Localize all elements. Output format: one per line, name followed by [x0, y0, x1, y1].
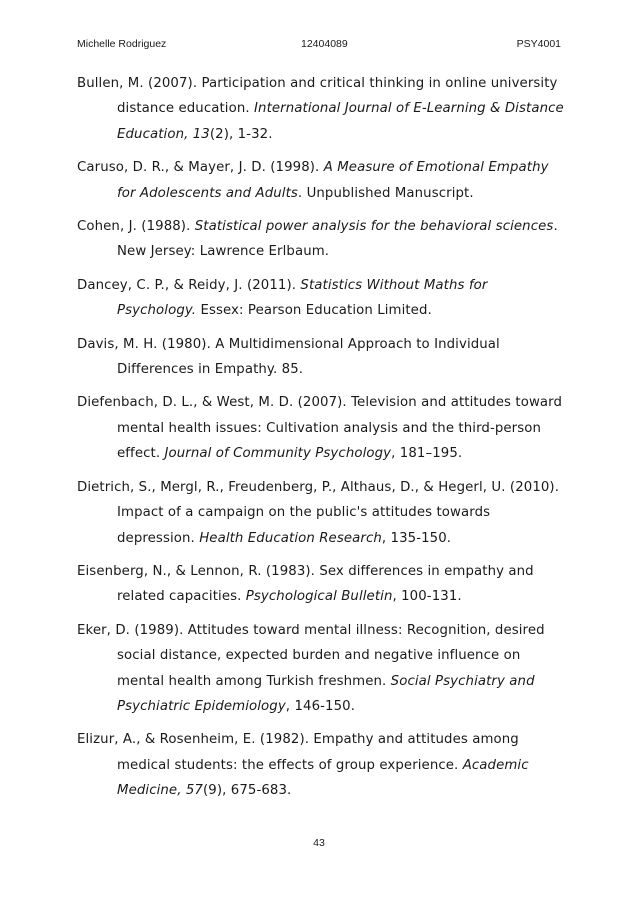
page-header: [77, 38, 561, 54]
reference-entry: [77, 214, 567, 265]
reference-italic-title: Health Education Research: [199, 530, 382, 546]
reference-italic-title: Academic Medicine, 57: [117, 757, 529, 799]
reference-text-end: , 100-131.: [392, 589, 462, 605]
reference-entry: [77, 559, 567, 610]
reference-text-end: . New Jersey: Lawrence Erlbaum.: [117, 219, 558, 260]
reference-text: Eisenberg, N., & Lennon, R. (1983). Sex differences in empathy and related capacities.: [77, 563, 534, 605]
reference-entry: [77, 332, 567, 383]
reference-text: Cohen, J. (1988).: [77, 219, 195, 235]
reference-italic-title: Statistical power analysis for the behavioral sciences: [194, 219, 554, 235]
reference-text-end: , 146-150.: [285, 698, 356, 714]
reference-text-end: , 135-150.: [381, 530, 452, 546]
reference-entry: [77, 475, 567, 551]
reference-text-end: (9), 675-683.: [202, 783, 292, 799]
header-course: PSY4001: [516, 38, 561, 50]
reference-text: Eker, D. (1989). Attitudes toward mental illness: Recognition, desired social distance, expected burden and negative influence on mental health among Turkish freshmen.: [77, 622, 545, 689]
page-number: 43: [313, 837, 325, 849]
reference-italic-title: International Journal of E-Learning & Distance Education, 13: [117, 101, 564, 142]
reference-text: Bullen, M. (2007). Participation and critical thinking in online university distance education.: [77, 76, 558, 117]
reference-entry: [77, 155, 567, 206]
header-student-id: 12404089: [301, 38, 348, 50]
reference-text: Dietrich, S., Mergl, R., Freudenberg, P., Althaus, D., & Hegerl, U. (2010). Impact of a campaign on the public's attitudes towards depression.: [77, 479, 560, 546]
reference-text-end: Essex: Pearson Education Limited.: [196, 303, 432, 319]
reference-entry: [77, 727, 567, 803]
reference-text-end: (2), 1-32.: [209, 126, 273, 142]
reference-entry: [77, 390, 567, 466]
reference-italic-title: A Measure of Emotional Empathy for Adolescents and Adults: [117, 160, 549, 201]
reference-entry: [77, 273, 567, 324]
reference-entry: [77, 618, 567, 720]
reference-text: Diefenbach, D. L., & West, M. D. (2007). Television and attitudes toward mental health issues: Cultivation analysis and the third-person effect.: [77, 395, 563, 462]
header-author: Michelle Rodriguez: [77, 38, 167, 50]
reference-text-end: . Unpublished Manuscript.: [297, 185, 474, 201]
reference-entry: [77, 71, 567, 147]
reference-italic-title: Psychological Bulletin: [245, 589, 393, 605]
reference-text: Dancey, C. P., & Reidy, J. (2011).: [77, 277, 301, 293]
reference-italic-title: Journal of Community Psychology: [164, 446, 392, 462]
reference-text-end: , 181–195.: [391, 446, 463, 462]
reference-list: [77, 71, 567, 812]
reference-text: Elizur, A., & Rosenheim, E. (1982). Empathy and attitudes among medical students: the effects of group experience.: [77, 732, 519, 773]
reference-italic-title: Social Psychiatry and Psychiatric Epidemiology: [117, 673, 535, 714]
reference-text: Caruso, D. R., & Mayer, J. D. (1998).: [77, 160, 324, 176]
reference-italic-title: Statistics Without Maths for Psychology.: [117, 277, 488, 319]
reference-text: Davis, M. H. (1980). A Multidimensional Approach to Individual Differences in Empathy. 85.: [77, 336, 500, 378]
